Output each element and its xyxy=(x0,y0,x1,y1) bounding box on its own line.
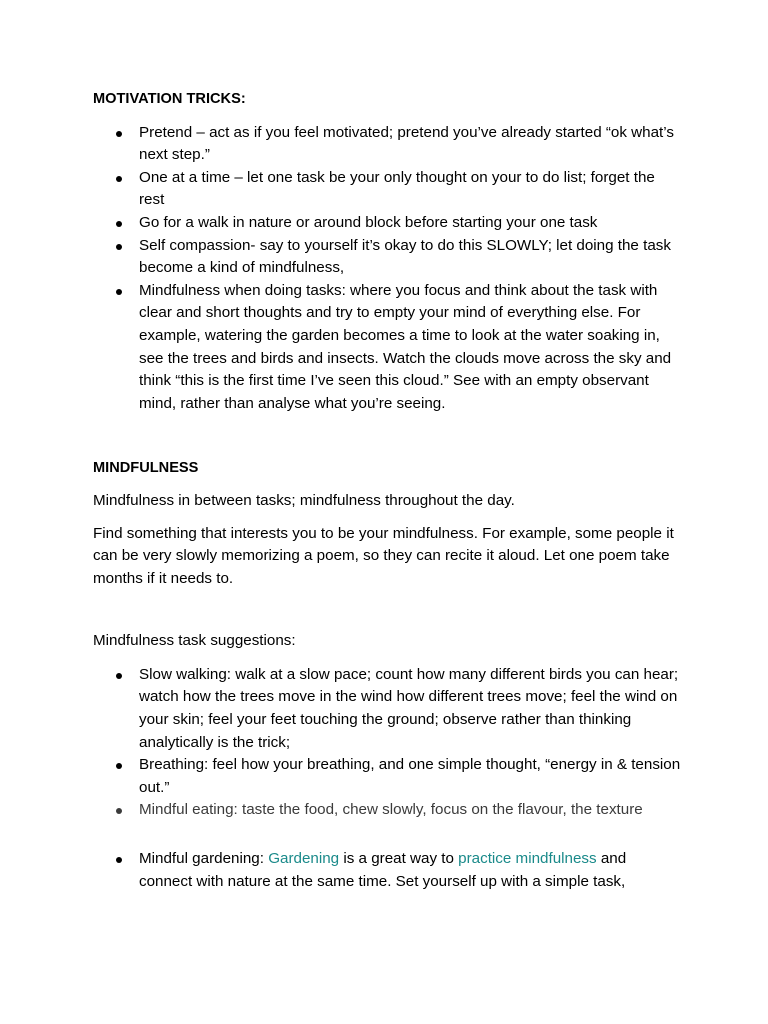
list-item xyxy=(93,664,683,754)
bullet-icon xyxy=(116,176,122,182)
gardening-middle: is a great way to xyxy=(339,850,459,868)
list-item xyxy=(93,280,683,416)
bullet-icon xyxy=(116,808,122,814)
paragraph-spacer xyxy=(93,513,683,523)
list-item-text: Pretend – act as if you feel motivated; pretend you’ve already started “ok what’s next step.” xyxy=(139,123,674,164)
section-spacer xyxy=(93,415,683,457)
list-item-text: Self compassion- say to yourself it’s okay to do this SLOWLY; let doing the task become a kind of mindfulness, xyxy=(139,236,671,277)
gardening-suffix: and connect with nature at the same time. Set yourself up with a simple task, xyxy=(139,850,627,890)
list-item xyxy=(93,167,683,212)
motivation-heading: MOTIVATION TRICKS: xyxy=(93,91,246,107)
list-item xyxy=(93,212,683,235)
motivation-list xyxy=(93,122,683,416)
bullet-icon xyxy=(116,289,122,295)
list-item-text: Mindfulness when doing tasks: where you focus and think about the task with clear and short thoughts and try to empty your mind of everything else. For example, watering the garden becomes a time to look at the water soaking in, see the trees and birds and insects. Watch the clouds move across the sky and think “this is the first time I’ve seen this cloud.” See with an empty observant mind, rather than analyse what you’re seeing. xyxy=(139,281,672,412)
gardening-prefix: Mindful gardening: xyxy=(139,850,269,868)
mindfulness-heading: MINDFULNESS xyxy=(93,460,199,477)
gardening-link[interactable]: Gardening xyxy=(268,850,340,868)
paragraph-spacer xyxy=(93,480,683,490)
document-content xyxy=(93,88,683,893)
list-item-text: Mindful eating: taste the food, chew slowly, focus on the flavour, the texture xyxy=(139,801,643,819)
list-item-text: Breathing: feel how your breathing, and one simple thought, “energy in & tension out.” xyxy=(139,756,681,796)
list-gap xyxy=(93,822,683,848)
bullet-icon xyxy=(116,244,122,250)
mindfulness-paragraph-1: Mindfulness in between tasks; mindfulness throughout the day. xyxy=(93,491,515,509)
bullet-icon xyxy=(116,673,122,679)
list-item xyxy=(93,122,683,167)
gardening-list xyxy=(93,848,683,893)
practice-mindfulness-link[interactable]: practice mindfulness xyxy=(458,850,597,868)
section-spacer xyxy=(93,590,683,630)
list-item-text: Go for a walk in nature or around block before starting your one task xyxy=(139,213,598,231)
list-item xyxy=(93,235,683,280)
bullet-icon xyxy=(116,857,122,863)
bullet-icon xyxy=(116,131,122,137)
bullet-icon xyxy=(116,221,122,227)
list-item-text: One at a time – let one task be your only thought on your to do list; forget the rest xyxy=(139,168,655,209)
suggestions-list xyxy=(93,664,683,822)
list-item xyxy=(93,848,683,893)
list-item xyxy=(93,799,683,822)
mindfulness-paragraph-2: Find something that interests you to be your mindfulness. For example, some people it can be very slowly memorizing a poem, so they can recite it aloud. Let one poem take months if it needs to. xyxy=(93,524,674,587)
list-item-text: Slow walking: walk at a slow pace; count how many different birds you can hear; watch how the trees move in the wind how different trees move; feel the wind on your skin; feel your feet touching the ground; observe rather than thinking analytically is the trick; xyxy=(139,665,679,751)
bullet-icon xyxy=(116,763,122,769)
suggestions-intro: Mindfulness task suggestions: xyxy=(93,632,296,650)
list-item xyxy=(93,754,683,799)
